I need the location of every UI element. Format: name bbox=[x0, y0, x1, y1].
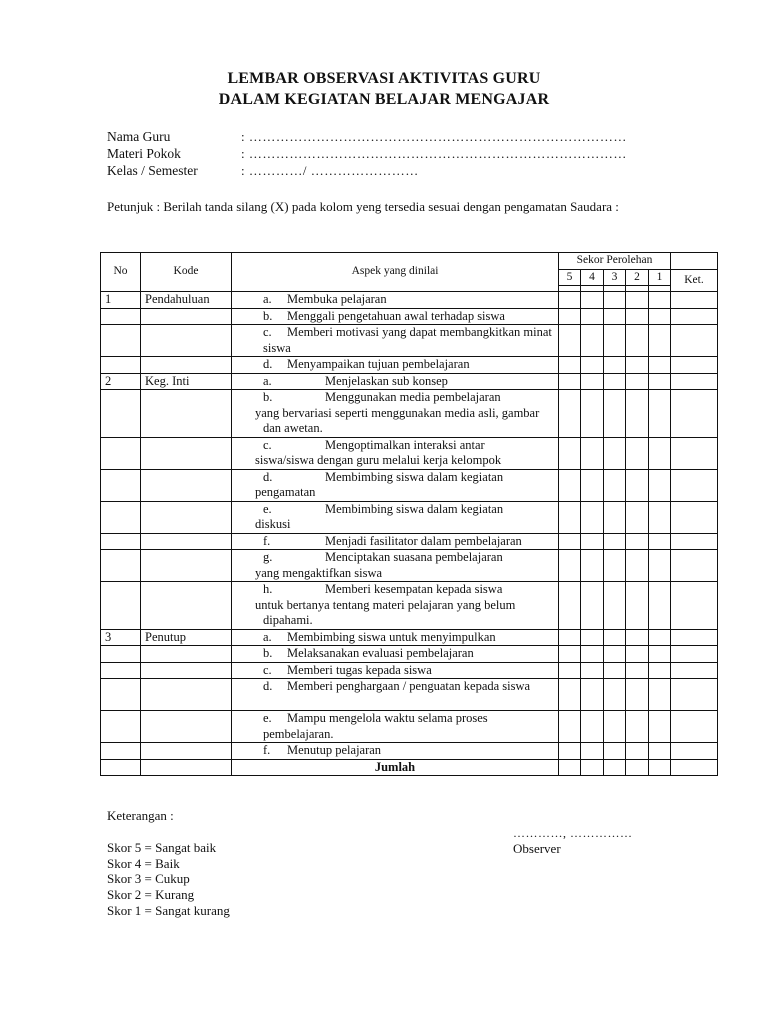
aspek-text: Menjelaskan sub konsep bbox=[325, 373, 448, 388]
row-kode bbox=[141, 550, 232, 582]
score-cell[interactable] bbox=[649, 437, 671, 469]
aspek-text: Memberi tugas kepada siswa bbox=[287, 662, 432, 677]
score-cell[interactable] bbox=[604, 550, 626, 582]
score-cell[interactable] bbox=[581, 308, 604, 325]
score-cell[interactable] bbox=[559, 308, 581, 325]
ket-cell[interactable] bbox=[671, 325, 718, 357]
row-kode bbox=[141, 646, 232, 663]
table-row bbox=[101, 711, 718, 743]
score-cell[interactable] bbox=[649, 533, 671, 550]
table-row bbox=[101, 679, 718, 711]
aspek-text: Membimbing siswa untuk menyimpulkan bbox=[287, 629, 496, 644]
score-cell[interactable] bbox=[626, 308, 649, 325]
score-cell[interactable] bbox=[604, 292, 626, 309]
score-cell[interactable] bbox=[559, 582, 581, 630]
score-cell[interactable] bbox=[581, 582, 604, 630]
score-cell[interactable] bbox=[581, 743, 604, 760]
score-cell[interactable] bbox=[559, 373, 581, 390]
row-aspek bbox=[232, 679, 559, 711]
score-cell[interactable] bbox=[626, 629, 649, 646]
row-no bbox=[101, 533, 141, 550]
aspek-letter: d. bbox=[263, 679, 273, 693]
score-cell[interactable] bbox=[649, 662, 671, 679]
score-cell[interactable] bbox=[604, 533, 626, 550]
row-aspek bbox=[232, 390, 559, 438]
aspek-text-cont: untuk bertanya tentang materi pelajaran yang belum dipahami. bbox=[255, 597, 516, 627]
table-row bbox=[101, 582, 718, 630]
row-no bbox=[101, 437, 141, 469]
score-cell[interactable] bbox=[581, 550, 604, 582]
score-cell[interactable] bbox=[604, 679, 626, 711]
score-cell[interactable] bbox=[559, 533, 581, 550]
aspek-text-cont: pengamatan bbox=[255, 485, 316, 499]
ket-cell[interactable] bbox=[671, 533, 718, 550]
row-no bbox=[101, 390, 141, 438]
total-label bbox=[232, 759, 559, 776]
row-aspek bbox=[232, 711, 559, 743]
row-no bbox=[101, 325, 141, 357]
row-kode bbox=[141, 533, 232, 550]
score-cell[interactable] bbox=[604, 437, 626, 469]
table-row bbox=[101, 390, 718, 438]
score-legend-item: Skor 5 = Sangat baik bbox=[107, 839, 217, 855]
table-row bbox=[101, 308, 718, 325]
observer-date-line: …………, …………… bbox=[513, 826, 633, 840]
row-aspek bbox=[232, 357, 559, 374]
score-cell[interactable] bbox=[581, 292, 604, 309]
aspek-text: Menggali pengetahuan awal terhadap siswa bbox=[287, 308, 505, 323]
row-aspek bbox=[232, 437, 559, 469]
score-cell[interactable] bbox=[581, 469, 604, 501]
aspek-text: Mengoptimalkan interaksi antar bbox=[325, 437, 485, 452]
ket-cell[interactable] bbox=[671, 469, 718, 501]
score-cell[interactable] bbox=[649, 357, 671, 374]
score-cell[interactable] bbox=[626, 357, 649, 374]
aspek-text: Melaksanakan evaluasi pembelajaran bbox=[287, 646, 474, 660]
score-cell[interactable] bbox=[626, 469, 649, 501]
score-cell[interactable] bbox=[649, 582, 671, 630]
aspek-text-cont: siswa/siswa dengan guru melalui kerja kelompok bbox=[255, 453, 502, 467]
score-cell[interactable] bbox=[559, 501, 581, 533]
row-kode bbox=[141, 357, 232, 374]
table-row bbox=[101, 533, 718, 550]
row-kode bbox=[141, 390, 232, 438]
header-aspek: Aspek yang dinilai bbox=[232, 253, 559, 292]
row-no: 1 bbox=[101, 292, 141, 309]
aspek-text: Memberi kesempatan kepada siswa bbox=[325, 582, 503, 596]
table-row bbox=[101, 743, 718, 760]
aspek-letter: d. bbox=[263, 357, 273, 371]
aspek-text: Membimbing siswa dalam kegiatan bbox=[325, 501, 504, 516]
score-cell[interactable] bbox=[604, 662, 626, 679]
row-kode: Keg. Inti bbox=[141, 373, 232, 390]
row-aspek bbox=[232, 743, 559, 760]
score-cell[interactable] bbox=[649, 308, 671, 325]
score-cell[interactable] bbox=[649, 679, 671, 711]
score-cell[interactable] bbox=[626, 325, 649, 357]
table-row bbox=[101, 357, 718, 374]
row-no bbox=[101, 308, 141, 325]
score-cell[interactable] bbox=[581, 325, 604, 357]
aspek-text: Memberi penghargaan / penguatan kepada siswa bbox=[287, 679, 531, 693]
score-cell[interactable] bbox=[559, 292, 581, 309]
score-cell[interactable] bbox=[604, 711, 626, 743]
score-cell[interactable] bbox=[559, 437, 581, 469]
score-cell[interactable] bbox=[649, 501, 671, 533]
aspek-letter: e. bbox=[263, 501, 272, 516]
field-label-kelas-semester: Kelas / Semester bbox=[107, 163, 198, 178]
score-cell[interactable] bbox=[604, 357, 626, 374]
instructions-text: Petunjuk : Berilah tanda silang (X) pada kolom yeng tersedia sesuai dengan pengamatan Saudara : bbox=[107, 199, 619, 214]
score-cell[interactable] bbox=[559, 325, 581, 357]
table-row bbox=[101, 292, 718, 309]
row-aspek bbox=[232, 292, 559, 309]
aspek-letter: a. bbox=[263, 292, 272, 306]
score-cell[interactable] bbox=[559, 662, 581, 679]
score-cell[interactable] bbox=[604, 501, 626, 533]
header-ket: Ket. bbox=[671, 269, 718, 292]
row-no bbox=[101, 501, 141, 533]
row-no: 2 bbox=[101, 373, 141, 390]
table-row bbox=[101, 629, 718, 646]
aspek-letter: a. bbox=[263, 373, 272, 388]
aspek-text: Menjadi fasilitator dalam pembelajaran bbox=[325, 533, 522, 548]
aspek-text-cont: yang mengaktifkan siswa bbox=[255, 565, 383, 580]
score-cell[interactable] bbox=[581, 357, 604, 374]
aspek-letter: c. bbox=[263, 437, 272, 452]
row-kode bbox=[141, 308, 232, 325]
score-cell[interactable] bbox=[559, 357, 581, 374]
header-sekor-perolehan: Sekor Perolehan bbox=[559, 253, 671, 270]
ket-cell[interactable] bbox=[671, 373, 718, 390]
row-kode bbox=[141, 469, 232, 501]
score-cell[interactable] bbox=[604, 308, 626, 325]
keterangan-title: Keterangan : bbox=[107, 808, 174, 823]
score-cell[interactable] bbox=[581, 533, 604, 550]
ket-cell[interactable] bbox=[671, 550, 718, 582]
table-row bbox=[101, 550, 718, 582]
row-no bbox=[101, 582, 141, 630]
keterangan-block bbox=[107, 808, 230, 919]
score-cell[interactable] bbox=[559, 390, 581, 438]
header-score-3: 3 bbox=[604, 269, 626, 286]
observer-label: Observer bbox=[513, 841, 561, 856]
ket-cell[interactable] bbox=[671, 501, 718, 533]
table-row bbox=[101, 325, 718, 357]
score-cell[interactable] bbox=[581, 646, 604, 663]
score-cell[interactable] bbox=[626, 711, 649, 743]
row-kode bbox=[141, 437, 232, 469]
score-cell[interactable] bbox=[649, 743, 671, 760]
field-value-kelas-semester: : …………/ …………………… bbox=[241, 163, 419, 178]
ket-cell[interactable] bbox=[671, 646, 718, 663]
ket-cell[interactable] bbox=[671, 743, 718, 760]
score-cell[interactable] bbox=[581, 662, 604, 679]
aspek-text: Membimbing siswa dalam kegiatan bbox=[325, 469, 504, 484]
ket-cell[interactable] bbox=[671, 629, 718, 646]
score-cell[interactable] bbox=[581, 390, 604, 438]
row-kode bbox=[141, 679, 232, 711]
ket-cell[interactable] bbox=[671, 711, 718, 743]
aspek-letter: b. bbox=[263, 390, 273, 404]
score-cell[interactable] bbox=[604, 373, 626, 390]
table-row bbox=[101, 437, 718, 469]
row-aspek bbox=[232, 501, 559, 533]
total-score-cell[interactable] bbox=[581, 759, 604, 776]
row-no bbox=[101, 550, 141, 582]
total-score-cell[interactable] bbox=[626, 759, 649, 776]
row-no bbox=[101, 469, 141, 501]
field-value-nama-guru: : ………………………………………………………………………… bbox=[241, 129, 627, 144]
score-legend-item: Skor 4 = Baik bbox=[107, 855, 180, 871]
ket-cell[interactable] bbox=[671, 292, 718, 309]
score-cell[interactable] bbox=[626, 582, 649, 630]
score-legend-item: Skor 1 = Sangat kurang bbox=[107, 902, 230, 918]
score-cell[interactable] bbox=[626, 646, 649, 663]
table-row bbox=[101, 469, 718, 501]
aspek-letter: c. bbox=[263, 325, 272, 339]
score-cell[interactable] bbox=[649, 550, 671, 582]
score-cell[interactable] bbox=[604, 646, 626, 663]
score-legend-item: Skor 2 = Kurang bbox=[107, 887, 195, 903]
header-score-5: 5 bbox=[559, 269, 581, 286]
score-cell[interactable] bbox=[559, 629, 581, 646]
score-cell[interactable] bbox=[626, 662, 649, 679]
score-cell[interactable] bbox=[604, 629, 626, 646]
row-aspek bbox=[232, 533, 559, 550]
aspek-text: Menggunakan media pembelajaran bbox=[325, 390, 501, 404]
aspek-letter: f. bbox=[263, 533, 271, 548]
score-cell[interactable] bbox=[626, 390, 649, 438]
field-label-materi-pokok: Materi Pokok bbox=[107, 146, 181, 161]
score-cell[interactable] bbox=[559, 646, 581, 663]
aspek-letter: h. bbox=[263, 582, 273, 596]
aspek-text-cont: diskusi bbox=[255, 517, 291, 531]
ket-cell[interactable] bbox=[671, 308, 718, 325]
row-kode: Penutup bbox=[141, 629, 232, 646]
score-cell[interactable] bbox=[626, 679, 649, 711]
row-no bbox=[101, 743, 141, 760]
aspek-letter: d. bbox=[263, 469, 273, 484]
score-cell[interactable] bbox=[604, 469, 626, 501]
score-cell[interactable] bbox=[559, 711, 581, 743]
aspek-letter: g. bbox=[263, 550, 273, 564]
aspek-text: Menciptakan suasana pembelajaran bbox=[325, 550, 503, 564]
score-cell[interactable] bbox=[649, 711, 671, 743]
score-cell[interactable] bbox=[649, 629, 671, 646]
score-cell[interactable] bbox=[604, 582, 626, 630]
score-cell[interactable] bbox=[581, 373, 604, 390]
doc-title-line2: DALAM KEGIATAN BELAJAR MENGAJAR bbox=[218, 91, 550, 108]
aspek-text: Memberi motivasi yang dapat membangkitkan minat siswa bbox=[263, 325, 552, 355]
ket-cell[interactable] bbox=[671, 357, 718, 374]
header-score-1: 1 bbox=[649, 269, 671, 286]
score-cell[interactable] bbox=[581, 629, 604, 646]
table-row bbox=[101, 373, 718, 390]
score-cell[interactable] bbox=[581, 501, 604, 533]
row-aspek bbox=[232, 550, 559, 582]
row-aspek bbox=[232, 308, 559, 325]
aspek-text: Menyampaikan tujuan pembelajaran bbox=[287, 357, 470, 371]
score-cell[interactable] bbox=[626, 437, 649, 469]
score-cell[interactable] bbox=[649, 390, 671, 438]
score-cell[interactable] bbox=[626, 550, 649, 582]
header-kode: Kode bbox=[141, 253, 232, 292]
aspek-letter: e. bbox=[263, 711, 272, 725]
header-score-2: 2 bbox=[626, 269, 649, 286]
score-cell[interactable] bbox=[559, 469, 581, 501]
table-row bbox=[101, 501, 718, 533]
aspek-letter: c. bbox=[263, 662, 272, 677]
field-value-materi-pokok: : ………………………………………………………………………… bbox=[241, 146, 627, 161]
row-aspek bbox=[232, 325, 559, 357]
row-aspek bbox=[232, 662, 559, 679]
score-cell[interactable] bbox=[559, 550, 581, 582]
score-cell[interactable] bbox=[581, 711, 604, 743]
aspek-letter: b. bbox=[263, 308, 273, 323]
observation-table bbox=[100, 252, 718, 776]
total-ket-cell[interactable] bbox=[671, 759, 718, 776]
row-aspek bbox=[232, 646, 559, 663]
score-cell[interactable] bbox=[626, 743, 649, 760]
ket-cell[interactable] bbox=[671, 437, 718, 469]
field-label-nama-guru: Nama Guru bbox=[107, 129, 171, 144]
aspek-letter: a. bbox=[263, 629, 272, 644]
total-score-cell[interactable] bbox=[604, 759, 626, 776]
row-aspek bbox=[232, 373, 559, 390]
ket-cell[interactable] bbox=[671, 679, 718, 711]
score-cell[interactable] bbox=[559, 743, 581, 760]
row-kode bbox=[141, 711, 232, 743]
row-no bbox=[101, 646, 141, 663]
score-cell[interactable] bbox=[649, 292, 671, 309]
total-score-cell[interactable] bbox=[649, 759, 671, 776]
score-cell[interactable] bbox=[581, 437, 604, 469]
row-kode bbox=[141, 743, 232, 760]
aspek-text: Membuka pelajaran bbox=[287, 292, 387, 306]
aspek-letter: f. bbox=[263, 743, 271, 757]
row-kode bbox=[141, 501, 232, 533]
row-aspek bbox=[232, 582, 559, 630]
aspek-text: Mampu mengelola waktu selama proses pembelajaran. bbox=[263, 711, 488, 741]
ket-cell[interactable] bbox=[671, 390, 718, 438]
row-kode bbox=[141, 582, 232, 630]
score-cell[interactable] bbox=[649, 325, 671, 357]
score-cell[interactable] bbox=[649, 646, 671, 663]
row-no bbox=[101, 662, 141, 679]
score-cell[interactable] bbox=[649, 373, 671, 390]
row-aspek bbox=[232, 629, 559, 646]
aspek-letter: b. bbox=[263, 646, 273, 660]
score-cell[interactable] bbox=[559, 679, 581, 711]
row-no bbox=[101, 711, 141, 743]
score-cell[interactable] bbox=[604, 325, 626, 357]
ket-cell[interactable] bbox=[671, 582, 718, 630]
score-cell[interactable] bbox=[626, 292, 649, 309]
row-kode: Pendahuluan bbox=[141, 292, 232, 309]
score-cell[interactable] bbox=[581, 679, 604, 711]
score-cell[interactable] bbox=[626, 373, 649, 390]
row-kode bbox=[141, 325, 232, 357]
table-row bbox=[101, 646, 718, 663]
row-aspek bbox=[232, 469, 559, 501]
row-kode bbox=[141, 662, 232, 679]
row-no bbox=[101, 357, 141, 374]
aspek-text: Menutup pelajaran bbox=[287, 743, 382, 757]
row-no: 3 bbox=[101, 629, 141, 646]
ket-cell[interactable] bbox=[671, 662, 718, 679]
score-cell[interactable] bbox=[626, 501, 649, 533]
score-cell[interactable] bbox=[626, 533, 649, 550]
header-no: No bbox=[101, 253, 141, 292]
total-score-cell[interactable] bbox=[559, 759, 581, 776]
aspek-text-cont: yang bervariasi seperti menggunakan media asli, gambar dan awetan. bbox=[255, 405, 540, 435]
table-row bbox=[101, 662, 718, 679]
doc-title-line1: LEMBAR OBSERVASI AKTIVITAS GURU bbox=[227, 70, 541, 87]
score-cell[interactable] bbox=[604, 390, 626, 438]
score-cell[interactable] bbox=[604, 743, 626, 760]
total-label-text: Jumlah bbox=[374, 759, 416, 774]
total-row bbox=[101, 759, 718, 776]
score-legend-item: Skor 3 = Cukup bbox=[107, 871, 190, 887]
header-score-4: 4 bbox=[581, 269, 604, 286]
score-cell[interactable] bbox=[649, 469, 671, 501]
row-no bbox=[101, 679, 141, 711]
